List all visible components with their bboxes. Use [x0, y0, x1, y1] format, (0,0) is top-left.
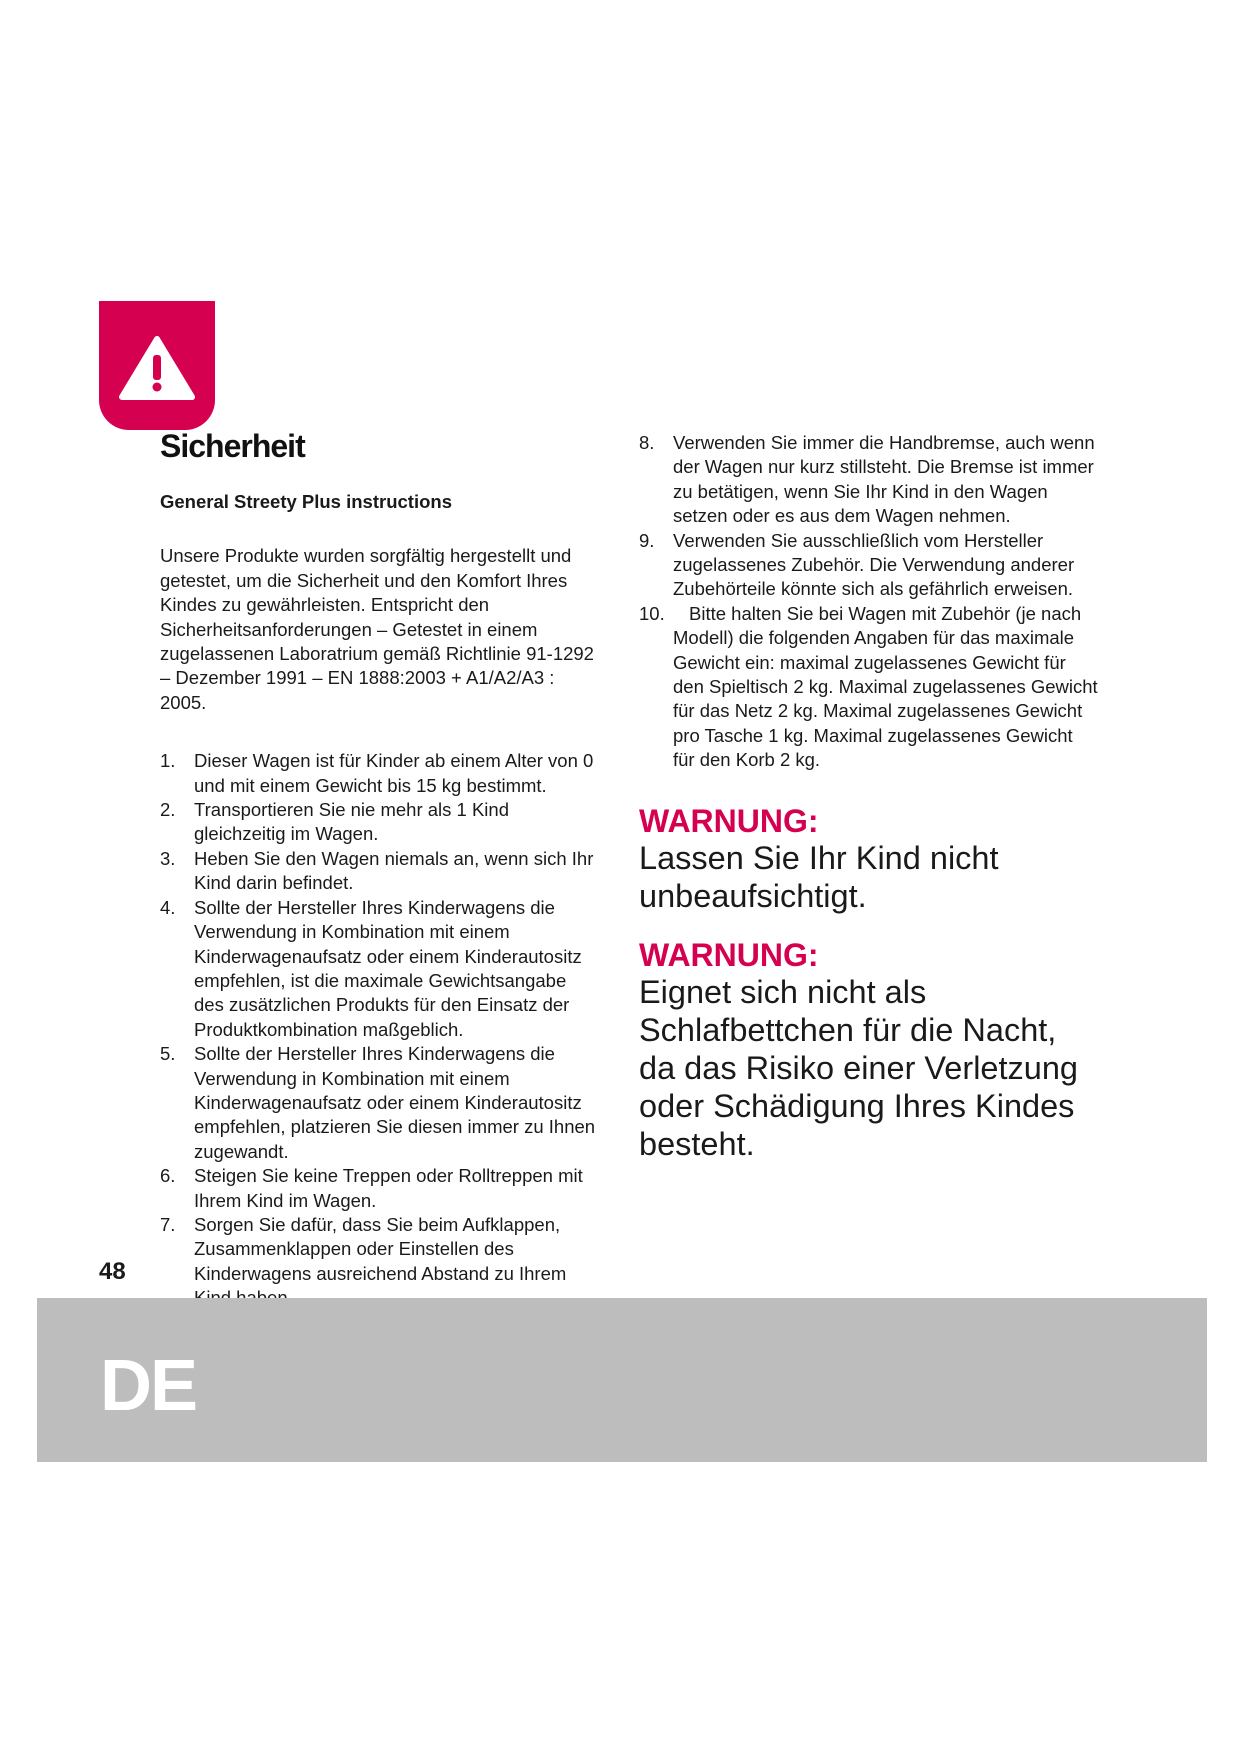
- list-item: [639, 529, 1099, 602]
- warning-triangle-icon: [119, 335, 195, 401]
- instruction-list-right: [639, 431, 1099, 773]
- item-text: Steigen Sie keine Treppen oder Rolltreppen mit Ihrem Kind im Wagen.: [194, 1165, 583, 1211]
- list-item: [160, 1213, 600, 1311]
- warning-heading: WARNUNG:: [639, 936, 819, 973]
- item-number: 9.: [639, 529, 655, 551]
- warning-badge: [99, 301, 215, 430]
- item-number: 4.: [160, 896, 176, 918]
- subheading: General Streety Plus instructions: [160, 491, 452, 512]
- warning-text: Lassen Sie Ihr Kind nicht unbeaufsichtigt.: [639, 839, 999, 914]
- item-text: Heben Sie den Wagen niemals an, wenn sich Ihr Kind darin befindet.: [194, 847, 594, 894]
- list-item: [639, 602, 1099, 773]
- list-item: [160, 798, 600, 847]
- item-text: Transportieren Sie nie mehr als 1 Kind gleichzeitig im Wagen.: [194, 799, 509, 845]
- item-number: 10.: [639, 602, 665, 624]
- item-text: Sorgen Sie dafür, dass Sie beim Aufklappen, Zusammenklappen oder Einstellen des Kinderwagens ausreichend Abstand zu Ihrem: [194, 1213, 567, 1284]
- item-text: Verwenden Sie ausschließlich vom Hersteller zugelassenes Zubehör. Die Verwendung anderer Zubehörteile könnte sich als gefährlich erweisen.: [673, 529, 1075, 600]
- right-column: [639, 431, 1099, 1163]
- intro-paragraph: Unsere Produkte wurden sorgfältig hergestellt und getestet, um die Sicherheit und den Komfort Ihres Kindes zu gewährleisten. Entspricht den Sicherheitsanforderungen – Getestet in einem zugelassenen Laboratrium gemäß Richtlinie 91-1292 – Dezember 1991 – EN 1888:2003 + A1/A2/A3 : 2005.: [160, 545, 594, 713]
- list-item: [639, 431, 1099, 529]
- item-text: Bitte halten Sie bei Wagen mit Zubehör (je nach Modell) die folgenden Angaben für das maximale Gewicht ein: maximal zugelassenes Gewicht für den Spieltisch 2 kg. Maximal zugelassenes Gewicht für das Netz 2 kg. Maximal zugelassenes Gewicht pro Tasche 1 kg. Maximal zugelassenes Gewicht für den Korb 2 kg.: [673, 602, 1098, 771]
- warning-heading: WARNUNG:: [639, 802, 819, 839]
- list-item: [160, 1042, 600, 1164]
- item-number: 6.: [160, 1165, 176, 1187]
- warning-text: Eignet sich nicht als Schlafbettchen für die Nacht, da das Risiko einer Verletzung oder Schädigung Ihres Kindes besteht.: [639, 973, 1079, 1162]
- language-code: DE: [100, 1346, 197, 1426]
- instruction-list-left: [160, 749, 600, 1310]
- list-item: [160, 749, 600, 798]
- warning-block: [639, 937, 1099, 1163]
- page-number: 48: [99, 1258, 126, 1285]
- section-title: Sicherheit: [160, 428, 305, 464]
- item-number: 3.: [160, 847, 176, 869]
- list-item: [160, 1164, 600, 1213]
- list-item: [160, 847, 600, 896]
- item-text: Dieser Wagen ist für Kinder ab einem Alter von 0 und mit einem Gewicht bis 15 kg bestimmt.: [194, 750, 594, 796]
- item-text: Verwenden Sie immer die Handbremse, auch wenn der Wagen nur kurz stillsteht. Die Bremse ist immer zu betätigen, wenn Sie Ihr Kind in den Wagen setzen oder es aus dem Wagen nehmen.: [673, 432, 1095, 527]
- item-text: Sollte der Hersteller Ihres Kinderwagens die Verwendung in Kombination mit einem Kinderwagenaufsatz oder einem Kinderautositz empfehlen, ist die maximale Gewichtsangabe des zusätzlichen Produkts für den Einsatz der Produktkombination maßgeblich.: [194, 896, 582, 1040]
- item-number: 2.: [160, 799, 176, 821]
- list-item: [160, 896, 600, 1042]
- language-band: [37, 1298, 1207, 1462]
- item-text: Sollte der Hersteller Ihres Kinderwagens die Verwendung in Kombination mit einem Kinderwagenaufsatz oder einem Kinderautositz empfehlen, platzieren Sie diesen immer zu Ihnen zugewandt.: [194, 1043, 596, 1162]
- item-number: 7.: [160, 1213, 176, 1235]
- item-number: 5.: [160, 1043, 176, 1065]
- left-column: [160, 490, 600, 1311]
- item-number: 8.: [639, 432, 655, 453]
- warning-block: [639, 803, 1099, 915]
- item-number: 1.: [160, 750, 176, 772]
